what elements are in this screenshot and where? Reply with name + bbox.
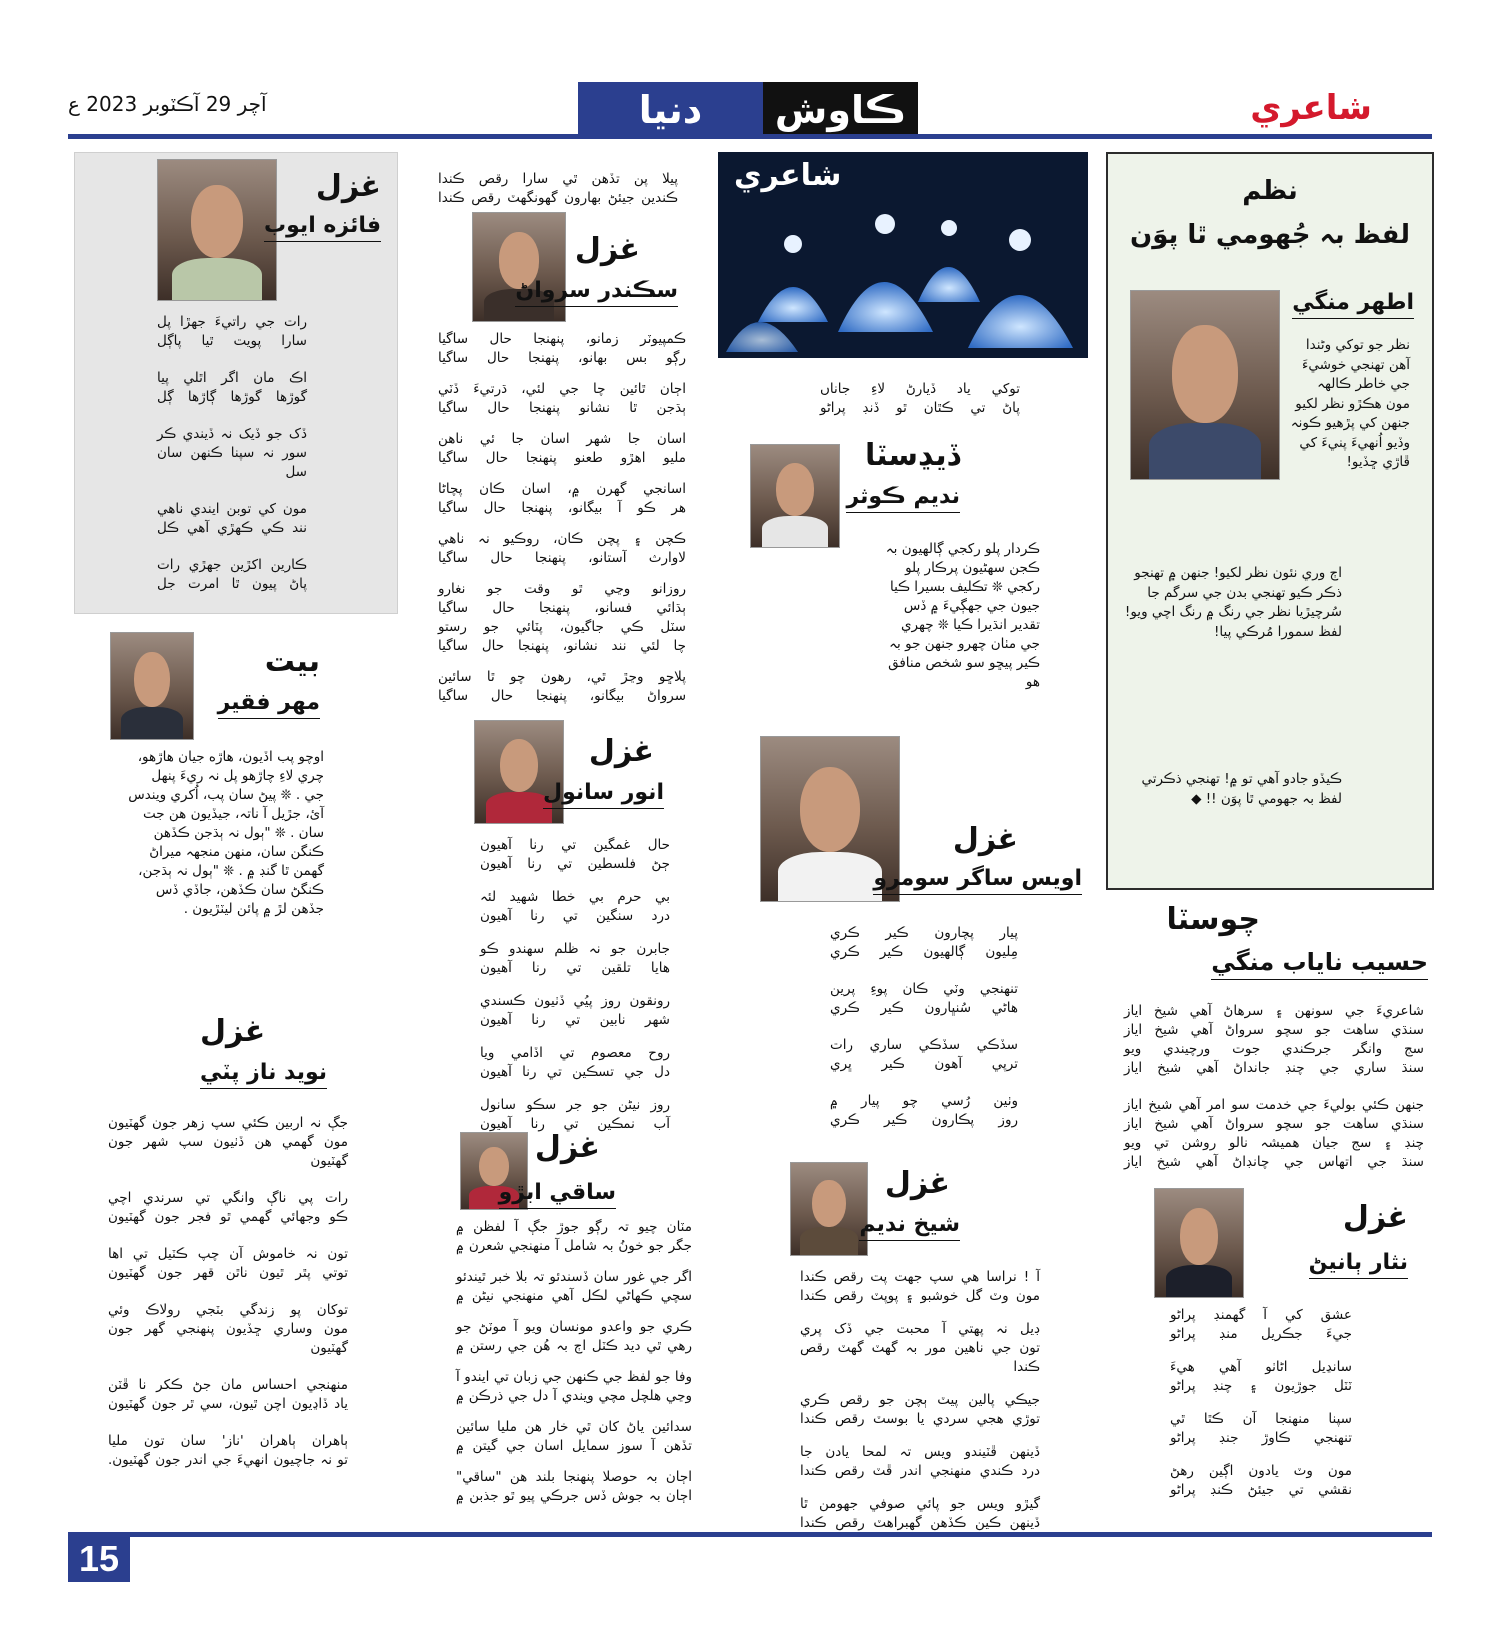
- ghazal-nisar-poet: نثار ٻانيڻ: [1309, 1250, 1408, 1279]
- verse-line: "ٻول نہ ٻڌجن ڪڏهن ڪنگن سان،: [153, 825, 324, 860]
- verse-line: سٽل ڪي جاگيون، پٽائي جو رستو: [438, 619, 686, 635]
- verse-line: مليو اهڙو طعنو پنهنجا حال ساگيا: [438, 450, 686, 466]
- verse-line: هر ڪو آ بيگانو، پنهنجا حال ساگيا: [438, 500, 686, 516]
- verse-line: اڄ وري نئون نظر لکيو!: [1213, 565, 1342, 581]
- verse-line: منهنجي احساس مان جڻ ڪکر نا ڦٽن: [108, 1377, 348, 1393]
- verse-line: اسانجي گهرن ۾، اسان ڪان پچاڻا: [438, 481, 686, 497]
- verse-line: لفظ بہ جهومي ٿا پوَن !!: [1205, 790, 1342, 807]
- verse-line: جگر جو خونُ بہ شامل آ منهنجي شعرن ۾: [456, 1238, 692, 1254]
- masthead: [578, 82, 918, 138]
- verse-line: ڪيڏو جادو آهي: [1256, 771, 1342, 787]
- verse-line: رهي ٿي ديد ڪٽل اڄ بہ هُن جي رستن ۾: [456, 1338, 692, 1354]
- verse-line: تڪليف بسيرا ڪيا: [890, 579, 988, 595]
- poet-photo-nadeem: [750, 444, 840, 548]
- nazm-heading: لفظ بہ جُهومي ٿا پوَن: [1130, 220, 1410, 250]
- verse-line: "ٻول نہ ٻڌجن، ڪنگڻ سان ڪڏهن،: [138, 863, 324, 898]
- verse-line: رات پي ناڳ وانگي تي سرندي اچي: [108, 1190, 348, 1206]
- verse-line: ياد ڏاڍيون اچن ٿيون، سي ٿر جون گهٽيون: [108, 1396, 348, 1412]
- ghazal-saqi-title: غزل: [534, 1130, 600, 1165]
- nazm-stanza-2: [1122, 564, 1342, 642]
- verse-line: جاڏي ڏس جڏهن لڙ ۾ پائن ليٽڙيون .: [155, 882, 324, 917]
- verse-line: وفا جو لفظ جي ڪنهن جي زبان تي ايندو آ: [456, 1369, 692, 1385]
- verse-line: جنهن ڪئي بوليءَ جي خدمت سو امر آهي شيخ اياز: [1124, 1097, 1424, 1113]
- verse-line: تو نہ جاچيون انهيءَ جي اندر جون گهٽيون.: [108, 1452, 348, 1468]
- ghazal-awais-poet: اويس ساگر سومرو: [873, 866, 1082, 895]
- verse-line: عشق کي آ گهمنڊ پراڻو: [1170, 1307, 1352, 1323]
- verse-line: پيار پچارون ڪير ڪري: [830, 925, 1018, 941]
- verse-line: سنڌي ساهت جو سچو سرواڻ آهي شيخ اياز: [1124, 1116, 1424, 1132]
- verse-line: جڙيل آ ناتہ، جيڏيون هن جت سان .: [142, 806, 324, 841]
- verse-line: جيءَ جڪريل منڊ پراڻو: [1170, 1326, 1352, 1342]
- verse-line: اڪ مان اگر اٿلي پيا: [157, 370, 307, 386]
- verse-line: رات جي راتيءَ جهڙا پل: [157, 314, 307, 330]
- sufi-dancers-illustration: [718, 152, 1088, 358]
- verse-line: هاڻي سُنڀارون ڪير ڪري: [830, 1000, 1018, 1016]
- poet-photo-nisar: [1154, 1188, 1244, 1298]
- deedsta-verse: [880, 540, 1040, 692]
- verse-line: روز پڪارون ڪير ڪري: [830, 1112, 1018, 1128]
- verse-line: مون وٽ يادون اڳين رهڻ: [1170, 1463, 1352, 1479]
- separator: ❊: [937, 618, 949, 633]
- verse-line: گوڙها گوڙها ڳاڙها ڳل: [157, 389, 307, 405]
- verse-line: تڏهن آ سوز سمايل اسان جي گيتن ۾: [456, 1438, 692, 1454]
- verse-line: رنگ اچي ويو!: [1124, 604, 1202, 620]
- verse-line: ڪردار پلو رکجي: [947, 541, 1040, 557]
- verse-line: ترپي آهون ڪير ڀري: [830, 1056, 1018, 1072]
- issue-date: آچر 29 آڪٽوبر 2023 ع: [68, 92, 267, 116]
- poet-photo-mehar: [110, 632, 194, 740]
- verse-line: مِليون ڳالهيون ڪير ڪري: [830, 944, 1018, 960]
- verse-line: منهن منجهہ ميراڻ گهمن ٿا گنڊ ۾ .: [149, 844, 324, 879]
- verse-line: جابرن جو نہ ظلم سهندو ڪو: [480, 941, 670, 957]
- ghazal-continuation: [820, 380, 1020, 418]
- verse-line: روح معصوم تي اڏامي ويا: [480, 1045, 670, 1061]
- ghazal-faiza-verse: [157, 313, 307, 604]
- verse-line: شهر نابين تي رنا آهيون: [480, 1012, 670, 1028]
- ghazal-naveed-verse: [108, 1114, 348, 1480]
- verse-line: ڏک جو ڏيک نہ ڏيندي ڪر: [157, 426, 307, 442]
- verse-line: لفظ سمورا مُرڪي پيا!: [1214, 623, 1342, 640]
- nazm-title: نظم: [1242, 176, 1298, 206]
- nazm-stanza-3: [1122, 770, 1342, 809]
- verse-line: اسان جا شهر اسان جا ئي ناهن: [438, 431, 686, 447]
- verse-line: ڊيل نہ پهتي آ محبت جي ڏک پري: [800, 1321, 1040, 1337]
- verse-line: ڪچن ۽ پچن ڪان، روڪيو نہ ناهي: [438, 531, 686, 547]
- verse-line: توکي ياد ڏيارڻ لاءِ جاناں: [820, 381, 1020, 397]
- ghazal-faiza-poet: فائزه ايوب: [264, 213, 381, 242]
- verse-line: تقدير انڌيرا ڪيا: [953, 617, 1040, 633]
- poet-photo-athar: [1130, 290, 1280, 480]
- verse-line: سنڌي ساهت جو سچو سرواڻ آهي شيخ اياز: [1124, 1022, 1424, 1038]
- ghazal-anwar-title: غزل: [588, 734, 654, 769]
- verse-line: اُنهيءَ پنيءَ کي: [1299, 434, 1383, 451]
- verse-line: توتي پٿر ٿيون ناٿن قهر جون گهٽيون: [108, 1265, 348, 1281]
- verse-line: چا لئي نند نشانو، پنهنجا حال ساگيا: [438, 638, 686, 654]
- ghazal-sheikh-title: غزل: [884, 1166, 950, 1201]
- ghazal-anwar-verse: [480, 836, 670, 1144]
- verse-line: پاڻ تي ڪٿان ٿو ڏنڊ پراڻو: [820, 400, 1020, 416]
- ghazal-awais-verse: [830, 924, 1018, 1140]
- verse-line: اڄان بہ حوصلا پنهنجا بلند هن "ساقي": [456, 1469, 692, 1485]
- verse-line: حال غمگين تي رنا آهيون: [480, 837, 670, 853]
- verse-line: اڄان بہ جوش ڏس جرڪي پيو ٿو جذبن ۾: [456, 1488, 692, 1504]
- masthead-kawish: ڪاوش: [763, 82, 918, 138]
- verse-line: سڏڪي سڏڪي ساري رات: [830, 1037, 1018, 1053]
- ghazal-saqi-poet: ساقي ابڙو: [499, 1180, 616, 1209]
- verse-line: سو شخص منافق هو: [888, 655, 1040, 690]
- verse-line: درد ڪندي منهنجي اندر ڦٽ رقص ڪندا: [800, 1463, 1040, 1479]
- bait-title: بيت: [264, 644, 320, 679]
- verse-line: ٻڌائي فسانو، پنهنجا حال ساگيا: [438, 600, 686, 616]
- verse-line: آ ! نراسا هي سپ جهت پت رقص ڪندا: [800, 1269, 1040, 1285]
- verse-line: ٻڌجن ٿا نشانو پنهنجا حال ساگيا: [438, 400, 686, 416]
- verse-line: جنهن جو بہ ڪير پيڇو: [889, 636, 1040, 671]
- verse-line: وڃي هلچل مچي ويندي آ دل جي ذرڪن ۾: [456, 1388, 692, 1404]
- verse-line: جيون جي جهڳيءَ ۾ ڏس: [903, 598, 1040, 614]
- chausta-title: چوسٽا: [1166, 902, 1260, 937]
- verse-line: ڪندين جيئڻ بهارون گهونگهٽ رقص ڪندا: [438, 190, 678, 206]
- ghazal-sikandar-title: غزل: [574, 232, 640, 267]
- verse-line: چهري جي مٺان چهرو: [900, 617, 1040, 652]
- verse-line: روز نيڻن جو جر سڪو سانول: [480, 1097, 670, 1113]
- verse-line: بي حرم بي خطا شهيد لئہ: [480, 889, 670, 905]
- header-rule: [68, 134, 1432, 139]
- verse-line: تنهنجي ڪاوڙ جنڊ پراڻو: [1170, 1430, 1352, 1446]
- verse-line: پيلا پن تڏهن ٿي سارا رقص ڪندا: [438, 171, 678, 187]
- verse-line: رڳو بس بهانو، پنهنجا حال ساگيا: [438, 350, 686, 366]
- ghazal-saqi-verse: [456, 1218, 692, 1516]
- verse-line: تهنجي ذڪرتي: [1141, 771, 1220, 787]
- deedsta-title: ڏيڍسٽا: [865, 438, 960, 473]
- verse-line: ڪارين اکڙين جهڙي رات: [157, 557, 307, 573]
- chausta-verse: [1124, 1002, 1424, 1182]
- verse-line: خوشيءَ جي خاطر: [1301, 356, 1410, 392]
- bait-poet: مهر فقير: [218, 690, 320, 719]
- separator: ❊: [280, 788, 292, 803]
- nazm-poet: اطهر منگي: [1292, 290, 1414, 319]
- verse-line: ڦاڙي ڇڏيو!: [1346, 454, 1410, 470]
- verse-line: تهنجو: [1134, 565, 1165, 581]
- verse-line: سرواڻ بيگانو، پنهنجا حال ساگيا: [438, 688, 686, 704]
- verse-line: مٽان چيو تہ رڳو جوڙ جڳ آ لفظن ۾: [456, 1219, 692, 1235]
- verse-line: نند ڪي ڪهڙي آهي ڪل: [157, 520, 307, 536]
- verse-line: ڪري جو واعدو مونسان ويو آ موٽڻ جو: [456, 1319, 692, 1335]
- verse-line: سور نہ سپنا ڪنهن سان سل: [157, 445, 307, 480]
- verse-line: بدن جي سرگم جا: [1147, 584, 1248, 601]
- separator: ❊: [274, 826, 286, 841]
- verse-line: ٻاهران ٻاهران 'ناز' سان تون مليا: [108, 1433, 348, 1449]
- verse-line: سچي ڪهاڻي لڪل آهي منهنجي نيڻن ۾: [456, 1288, 692, 1304]
- verse-line: جيڪي پالين پيٽ ٻچن جو رقص ڪري: [800, 1392, 1040, 1408]
- ghazal-faiza-title: غزل: [315, 169, 381, 204]
- verse-line: ڪمپيوٽر زمانو، پنهنجا حال ساگيا: [438, 331, 686, 347]
- verse-line: توکان پو زندگي بٽجي رولاڪ وئي: [108, 1302, 348, 1318]
- verse-line: نظر جو توکي: [1335, 337, 1410, 353]
- chausta-poet: حسيب ناياب منگي: [1211, 948, 1428, 980]
- verse-line: مون کي توبن ايندي ناهي: [157, 501, 307, 517]
- ghazal-faiza-box: [74, 152, 398, 614]
- verse-line: مون گهمي هن ڏٺيون سپ شهر جون گهٽيون: [108, 1134, 348, 1169]
- verse-line: جنهن کي پڙهيو: [1325, 415, 1410, 431]
- ghazal-naveed-title: غزل: [200, 1014, 266, 1049]
- ghazal-anwar-poet: انور سانول: [543, 780, 664, 809]
- verse-line: اگر جي غور سان ڏسندئو تہ بلا خبر ٿيندئو: [456, 1269, 692, 1285]
- verse-line: تون جي ناهين مور بہ گهٽ گهٽ رقص ڪندا: [800, 1340, 1040, 1375]
- verse-line: مون وٽ گل خوشبو ۽ پوپٽ رقص ڪندا: [800, 1288, 1040, 1304]
- verse-line: مون وساري ڇڏيون پنهنجي گهر جون گهٽيون: [108, 1321, 348, 1356]
- verse-line: پاڻ پيون ٿا امرت جل: [157, 576, 307, 592]
- ghazal-sheikh-verse: [800, 1268, 1040, 1543]
- deedsta-poet: نديم ڪوثر: [846, 484, 960, 513]
- nazm-stanza-1: [1290, 336, 1410, 473]
- verse-line: سارا پويت ٿيا پاڳل: [157, 333, 307, 349]
- verse-line: ڪو وجهائي گهمي ٿو فجر جون گهٽيون: [108, 1209, 348, 1225]
- separator: ❊: [223, 864, 235, 879]
- verse-line: شاعريءَ جي سونهن ۽ سرهاڻ آهي شيخ اياز: [1124, 1003, 1424, 1019]
- verse-line: درد سنگين تي رنا آهيون: [480, 908, 670, 924]
- verse-line: سانڍيل اڻاٺو آهي هيءَ: [1170, 1359, 1352, 1375]
- verse-line: نقشي تي جيئڻ ڪنڊ پراڻو: [1170, 1482, 1352, 1498]
- verse-line: ذڪر ڪيو: [1289, 584, 1342, 601]
- verse-line: جنهن ۾: [1168, 565, 1210, 581]
- section-title: شاعري: [1250, 88, 1372, 128]
- verse-line: پرڪار پلو رکجي: [905, 560, 1040, 595]
- verse-line: نظر جي رنگ ۾: [1206, 604, 1292, 620]
- verse-line: پلاڇو وڃڙ ٿي، رهون چو ٿا سائين: [438, 669, 686, 685]
- verse-line: چري لاءِ چاڙهو پل نہ ريءَ پنهل جي .: [151, 768, 324, 803]
- page-number: 15: [68, 1536, 130, 1582]
- verse-line: چنڊ ۽ سج جيان هميشہ نالو روشن تي ويو: [1124, 1135, 1424, 1151]
- verse-line: هايا تلقين تي رنا آهيون: [480, 960, 670, 976]
- verse-line: ڳالهيون بہ ڪجن سهڻيون: [885, 541, 1040, 576]
- verse-line: جڳ نہ اربين ڪئي سپ زهر جون گهٽيون: [108, 1115, 348, 1131]
- verse-line: ڏينهن ڦٽيندو ويس تہ لمحا يادن جا: [800, 1444, 1040, 1460]
- end-mark: ◆: [1191, 790, 1202, 807]
- footer-rule: [68, 1532, 1432, 1537]
- ghazal-sikandar-poet: سڪندر سرواڻ: [515, 278, 678, 307]
- verse-line: نظر لکيو: [1295, 395, 1345, 412]
- verse-line: ڏينهن ڪين ڪڏهن گهبراهٽ رقص ڪندا: [800, 1515, 1040, 1531]
- bait-verse: [128, 748, 324, 919]
- verse-line: وٺين رُسي چو پيار ۾: [830, 1093, 1018, 1109]
- illustration-label: شاعري: [734, 158, 842, 193]
- poet-photo-sheikh: [790, 1162, 868, 1256]
- verse-line: سُرچيڙيا: [1295, 604, 1342, 620]
- verse-line: تنهنجي وٽي ڪان پوءِ پرين: [830, 981, 1018, 997]
- verse-line: تون نہ خاموش آن چپ ڪٽيل تي اها: [108, 1246, 348, 1262]
- ghazal-nisar-title: غزل: [1342, 1200, 1408, 1235]
- ghazal-nisar-verse: [1170, 1306, 1352, 1510]
- masthead-dunya: دنيا: [578, 82, 763, 138]
- verse-line: وڻندا آهن: [1305, 337, 1410, 373]
- ghazal-sheikh-poet: شيخ نديم: [859, 1212, 960, 1241]
- verse-line: ڄڻ فلسطين تي رنا آهيون: [480, 856, 670, 872]
- poet-photo-faiza: [157, 159, 277, 301]
- verse-line: ڪونہ وڏيو: [1290, 415, 1410, 451]
- verse-line: رونقون روز پيُي ڏٺيون ڪسندي: [480, 993, 670, 1009]
- verse-line: اڄان ٿائين چا جي لئي، ڌرتيءَ ڏٽي: [438, 381, 686, 397]
- verse-line: اوچو پب اڏيون، هاڙه جيان هاڙهو،: [137, 749, 324, 765]
- verse-line: پيڻ سان پب، اُکري ويندس آئ،: [128, 787, 324, 822]
- ghazal-continuation-top: [438, 170, 678, 208]
- verse-line: سپنا منهنجا آن ڪٿا ٿي: [1170, 1411, 1352, 1427]
- verse-line: روزانو وڃي ٿو وقت جو نغارو: [438, 581, 686, 597]
- verse-line: تهنجي: [1350, 356, 1385, 373]
- verse-line: گيڙو ويس جو پائي صوفي جهومن ٿا: [800, 1496, 1040, 1512]
- separator: ❊: [991, 580, 1003, 595]
- verse-line: توڙي هجي سردي يا بوسٽ رقص ڪندا: [800, 1411, 1040, 1427]
- verse-line: سج وانگر جرڪندي جوت ورچيندي ويو: [1124, 1041, 1424, 1057]
- verse-line: تو ۾!: [1224, 771, 1253, 787]
- verse-line: تهنجي: [1251, 584, 1286, 601]
- ghazal-awais-title: غزل: [952, 822, 1018, 857]
- verse-line: آب نمڪين تي رنا آهيون: [480, 1116, 670, 1132]
- verse-line: سنڌ ساري جي چنڊ جانداڻ آهي شيخ اياز: [1124, 1060, 1424, 1076]
- verse-line: لاوارث آستانو، پنهنجا حال ساگيا: [438, 550, 686, 566]
- verse-line: ڪالهہ مون هڪڙو: [1317, 376, 1410, 412]
- nazm-box: [1106, 152, 1434, 890]
- verse-line: سنڌ جي اتهاس جي چانڊاڻ آهي شيخ اياز: [1124, 1154, 1424, 1170]
- verse-line: سدائين ياڻ کان ٿي خار هن مليا سائين: [456, 1419, 692, 1435]
- ghazal-sikandar-verse: [438, 330, 686, 716]
- verse-line: دل جي تسڪين تي رنا آهيون: [480, 1064, 670, 1080]
- verse-line: ٽٽل جوڙيون ۽ چنڊ پراڻو: [1170, 1378, 1352, 1394]
- ghazal-naveed-poet: نويد ناز پٽي: [200, 1060, 327, 1089]
